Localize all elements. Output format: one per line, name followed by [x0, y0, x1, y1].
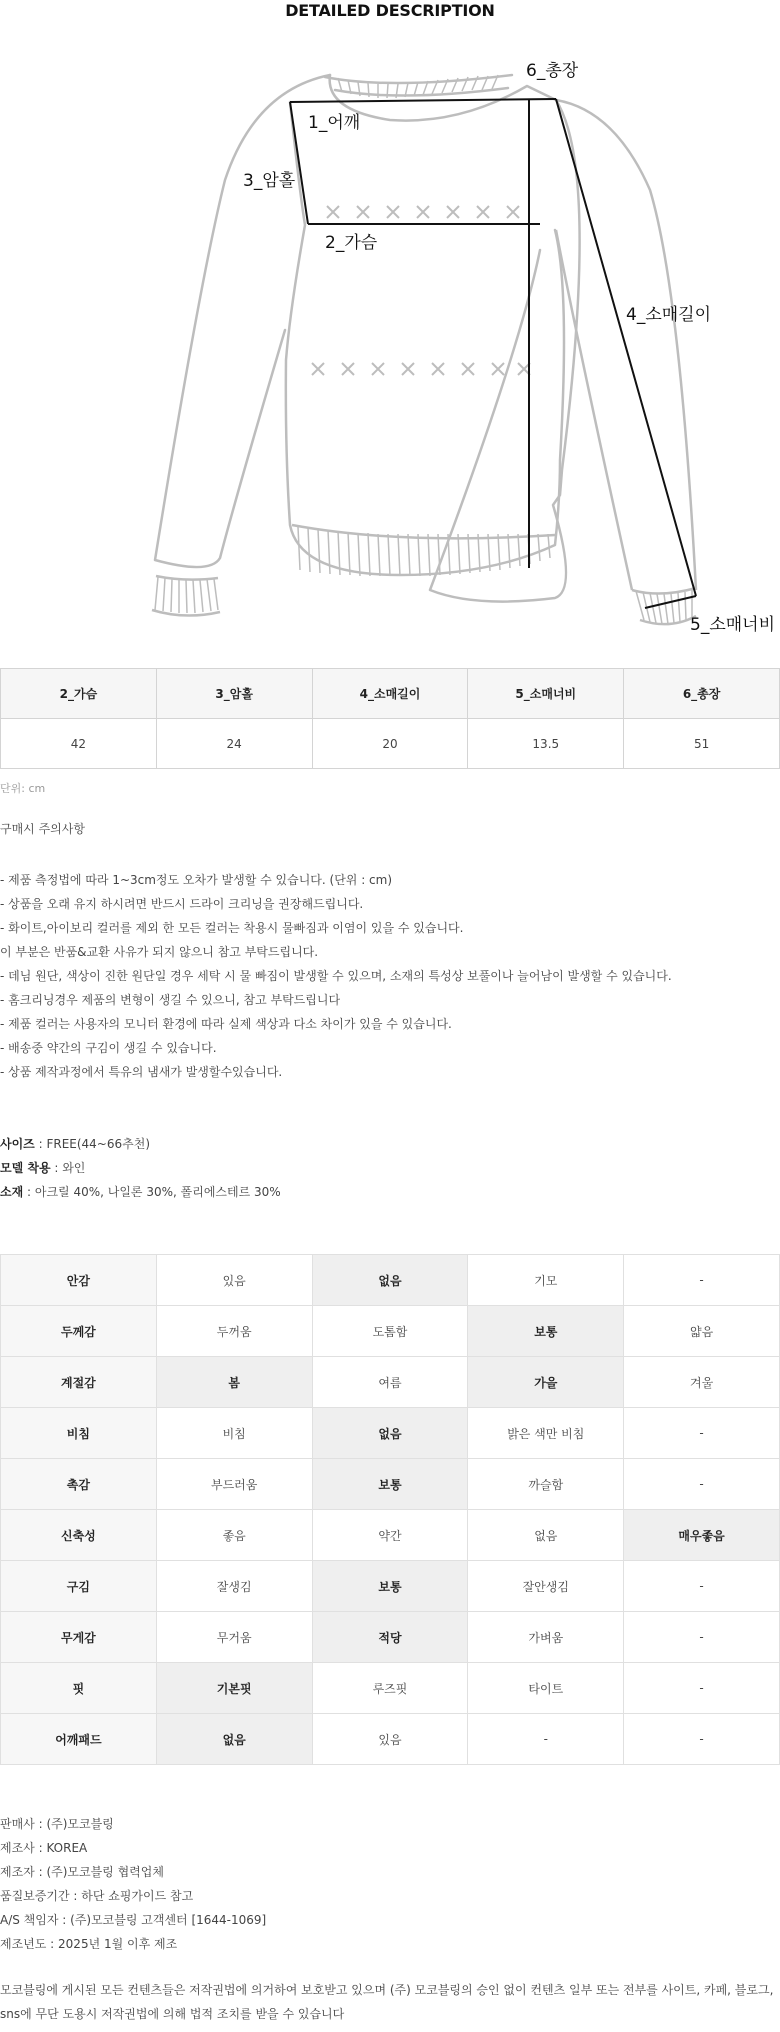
- spec-size-label: 사이즈: [0, 1137, 35, 1151]
- attribute-option: -: [624, 1612, 780, 1663]
- spec-material-value: : 아크릴 40%, 나일론 30%, 폴리에스테르 30%: [23, 1185, 281, 1199]
- label-sleeve-width: 5_소매너비: [690, 615, 776, 635]
- value-sleeve-width: 13.5: [468, 719, 624, 769]
- attribute-option: -: [624, 1663, 780, 1714]
- info-warranty: 품질보증기간 : 하단 쇼핑가이드 참고: [0, 1889, 194, 1903]
- attribute-option: 루즈핏: [312, 1663, 468, 1714]
- attribute-name: 비침: [1, 1408, 157, 1459]
- attribute-option: 까슬함: [468, 1459, 624, 1510]
- attribute-row: [1, 1561, 780, 1612]
- note-item: 이 부분은 반품&교환 사유가 되지 않으니 참고 부탁드립니다.: [0, 945, 319, 959]
- header-armhole: 3_암홀: [156, 669, 312, 719]
- spec-size: [0, 1132, 281, 1156]
- attribute-option: 적당: [312, 1612, 468, 1663]
- spec-size-value: : FREE(44~66추천): [34, 1137, 150, 1151]
- sleeve-width-line: [645, 596, 696, 608]
- attribute-row: [1, 1510, 780, 1561]
- left-cuff: [152, 576, 220, 616]
- spec-model: [0, 1156, 281, 1180]
- attribute-name: 안감: [1, 1255, 157, 1306]
- attribute-option: -: [624, 1459, 780, 1510]
- note-item: - 상품을 오래 유지 하시려면 반드시 드라이 크리닝을 권장해드립니다.: [0, 897, 364, 911]
- attribute-option: 보통: [468, 1306, 624, 1357]
- attribute-option: -: [624, 1255, 780, 1306]
- attribute-option: -: [468, 1714, 624, 1765]
- value-sleeve-length: 20: [312, 719, 468, 769]
- product-info: [0, 1812, 266, 1956]
- attribute-option: 기본핏: [156, 1663, 312, 1714]
- unit-note: 단위: cm: [0, 782, 46, 795]
- note-item: - 상품 제작과정에서 특유의 냄새가 발생할수있습니다.: [0, 1065, 283, 1079]
- attribute-row: [1, 1306, 780, 1357]
- attribute-option: 봄: [156, 1357, 312, 1408]
- attribute-option: 겨울: [624, 1357, 780, 1408]
- attribute-option: 가벼움: [468, 1612, 624, 1663]
- info-as: A/S 책임자 : (주)모코블링 고객센터 [1644-1069]: [0, 1913, 267, 1927]
- attribute-option: 부드러움: [156, 1459, 312, 1510]
- sleeve-length-line: [556, 99, 696, 596]
- attribute-row: [1, 1714, 780, 1765]
- attribute-option: 있음: [312, 1714, 468, 1765]
- label-sleeve-length: 4_소매길이: [626, 305, 712, 325]
- attribute-name: 두께감: [1, 1306, 157, 1357]
- spec-model-value: : 와인: [50, 1161, 86, 1175]
- header-total-length: 6_총장: [624, 669, 780, 719]
- right-cuff: [632, 588, 696, 624]
- attribute-option: 타이트: [468, 1663, 624, 1714]
- attribute-row: [1, 1459, 780, 1510]
- attribute-option: 밝은 색만 비침: [468, 1408, 624, 1459]
- value-total-length: 51: [624, 719, 780, 769]
- label-armhole: 3_암홀: [243, 171, 296, 191]
- spec-model-label: 모델 착용: [0, 1161, 51, 1175]
- attribute-option: 없음: [156, 1714, 312, 1765]
- attribute-row: [1, 1612, 780, 1663]
- product-specs: [0, 1132, 281, 1204]
- attribute-name: 무게감: [1, 1612, 157, 1663]
- info-seller: 판매사 : (주)모코블링: [0, 1817, 114, 1831]
- attribute-option: 좋음: [156, 1510, 312, 1561]
- header-sleeve-width: 5_소매너비: [468, 669, 624, 719]
- attribute-option: 보통: [312, 1459, 468, 1510]
- attribute-option: 무거움: [156, 1612, 312, 1663]
- notes-title: 구매시 주의사항: [0, 822, 85, 836]
- note-item: - 홈크리닝경우 제품의 변형이 생길 수 있으니, 참고 부탁드립니다: [0, 993, 341, 1007]
- attribute-option: 있음: [156, 1255, 312, 1306]
- attribute-option: 없음: [468, 1510, 624, 1561]
- sweater-body-outline: [330, 75, 580, 602]
- attribute-option: -: [624, 1561, 780, 1612]
- attribute-name: 신축성: [1, 1510, 157, 1561]
- header-sleeve-length: 4_소매길이: [312, 669, 468, 719]
- attribute-option: 비침: [156, 1408, 312, 1459]
- armhole-line: [290, 102, 308, 224]
- attribute-option: -: [624, 1714, 780, 1765]
- attribute-row: [1, 1255, 780, 1306]
- attribute-option: 도톰함: [312, 1306, 468, 1357]
- measurement-table: [0, 668, 780, 769]
- attribute-option: 잘안생김: [468, 1561, 624, 1612]
- attribute-row: [1, 1663, 780, 1714]
- label-shoulder: 1_어깨: [308, 113, 361, 133]
- note-item: - 제품 측정법에 따라 1~3cm정도 오차가 발생할 수 있습니다. (단위 : cm): [0, 873, 393, 887]
- attribute-option: 얇음: [624, 1306, 780, 1357]
- attribute-name: 촉감: [1, 1459, 157, 1510]
- shoulder-line: [290, 99, 556, 102]
- label-total-length: 6_총장: [526, 61, 579, 81]
- attribute-option: 잘생김: [156, 1561, 312, 1612]
- info-manufacturer: 제조사 : KOREA: [0, 1841, 88, 1855]
- hem-rib: [292, 525, 555, 576]
- attribute-option: 기모: [468, 1255, 624, 1306]
- note-item: - 화이트,아이보리 컬러를 제외 한 모든 컬러는 착용시 물빠짐과 이염이 있을 수 있습니다.: [0, 921, 464, 935]
- spec-material: [0, 1180, 281, 1204]
- note-item: - 제품 컬러는 사용자의 모니터 환경에 따라 실제 색상과 다소 차이가 있을 수 있습니다.: [0, 1017, 452, 1031]
- attribute-row: [1, 1408, 780, 1459]
- attribute-option: 여름: [312, 1357, 468, 1408]
- measurement-header-row: [1, 669, 780, 719]
- attribute-name: 계절감: [1, 1357, 157, 1408]
- attribute-option: 보통: [312, 1561, 468, 1612]
- page-title: DETAILED DESCRIPTION: [285, 1, 495, 20]
- attribute-option: 두꺼움: [156, 1306, 312, 1357]
- notes-list: [0, 868, 780, 1084]
- spec-material-label: 소재: [0, 1185, 24, 1199]
- attribute-name: 어깨패드: [1, 1714, 157, 1765]
- attribute-row: [1, 1357, 780, 1408]
- info-date: 제조년도 : 2025년 1월 이후 제조: [0, 1937, 178, 1951]
- note-item: - 배송중 약간의 구김이 생길 수 있습니다.: [0, 1041, 217, 1055]
- attribute-name: 핏: [1, 1663, 157, 1714]
- size-diagram: [0, 30, 780, 650]
- attribute-option: -: [624, 1408, 780, 1459]
- attribute-table: [0, 1254, 780, 1765]
- label-chest: 2_가슴: [325, 233, 378, 253]
- copyright-notice: 모코블링에 게시된 모든 컨텐츠들은 저작권법에 의거하여 보호받고 있으며 (주) 모코블링의 승인 없이 컨텐츠 일부 또는 전부를 사이트, 카페, 블로그, sns에 무단 도용시 저작권법에 의해 법적 조치를 받을 수 있습니다: [0, 1983, 774, 2021]
- attribute-option: 없음: [312, 1408, 468, 1459]
- measurement-value-row: [1, 719, 780, 769]
- attribute-name: 구김: [1, 1561, 157, 1612]
- info-maker: 제조자 : (주)모코블링 협력업체: [0, 1865, 164, 1879]
- sweater-illustration: [0, 30, 780, 650]
- attribute-option: 없음: [312, 1255, 468, 1306]
- attribute-option: 약간: [312, 1510, 468, 1561]
- measure-lines: [290, 99, 696, 608]
- value-armhole: 24: [156, 719, 312, 769]
- attribute-option: 매우좋음: [624, 1510, 780, 1561]
- value-chest: 42: [1, 719, 157, 769]
- note-item: - 데님 원단, 색상이 진한 원단일 경우 세탁 시 물 빠짐이 발생할 수 있으며, 소재의 특성상 보풀이나 늘어남이 발생할 수 있습니다.: [0, 969, 672, 983]
- header-chest: 2_가슴: [1, 669, 157, 719]
- attribute-option: 가을: [468, 1357, 624, 1408]
